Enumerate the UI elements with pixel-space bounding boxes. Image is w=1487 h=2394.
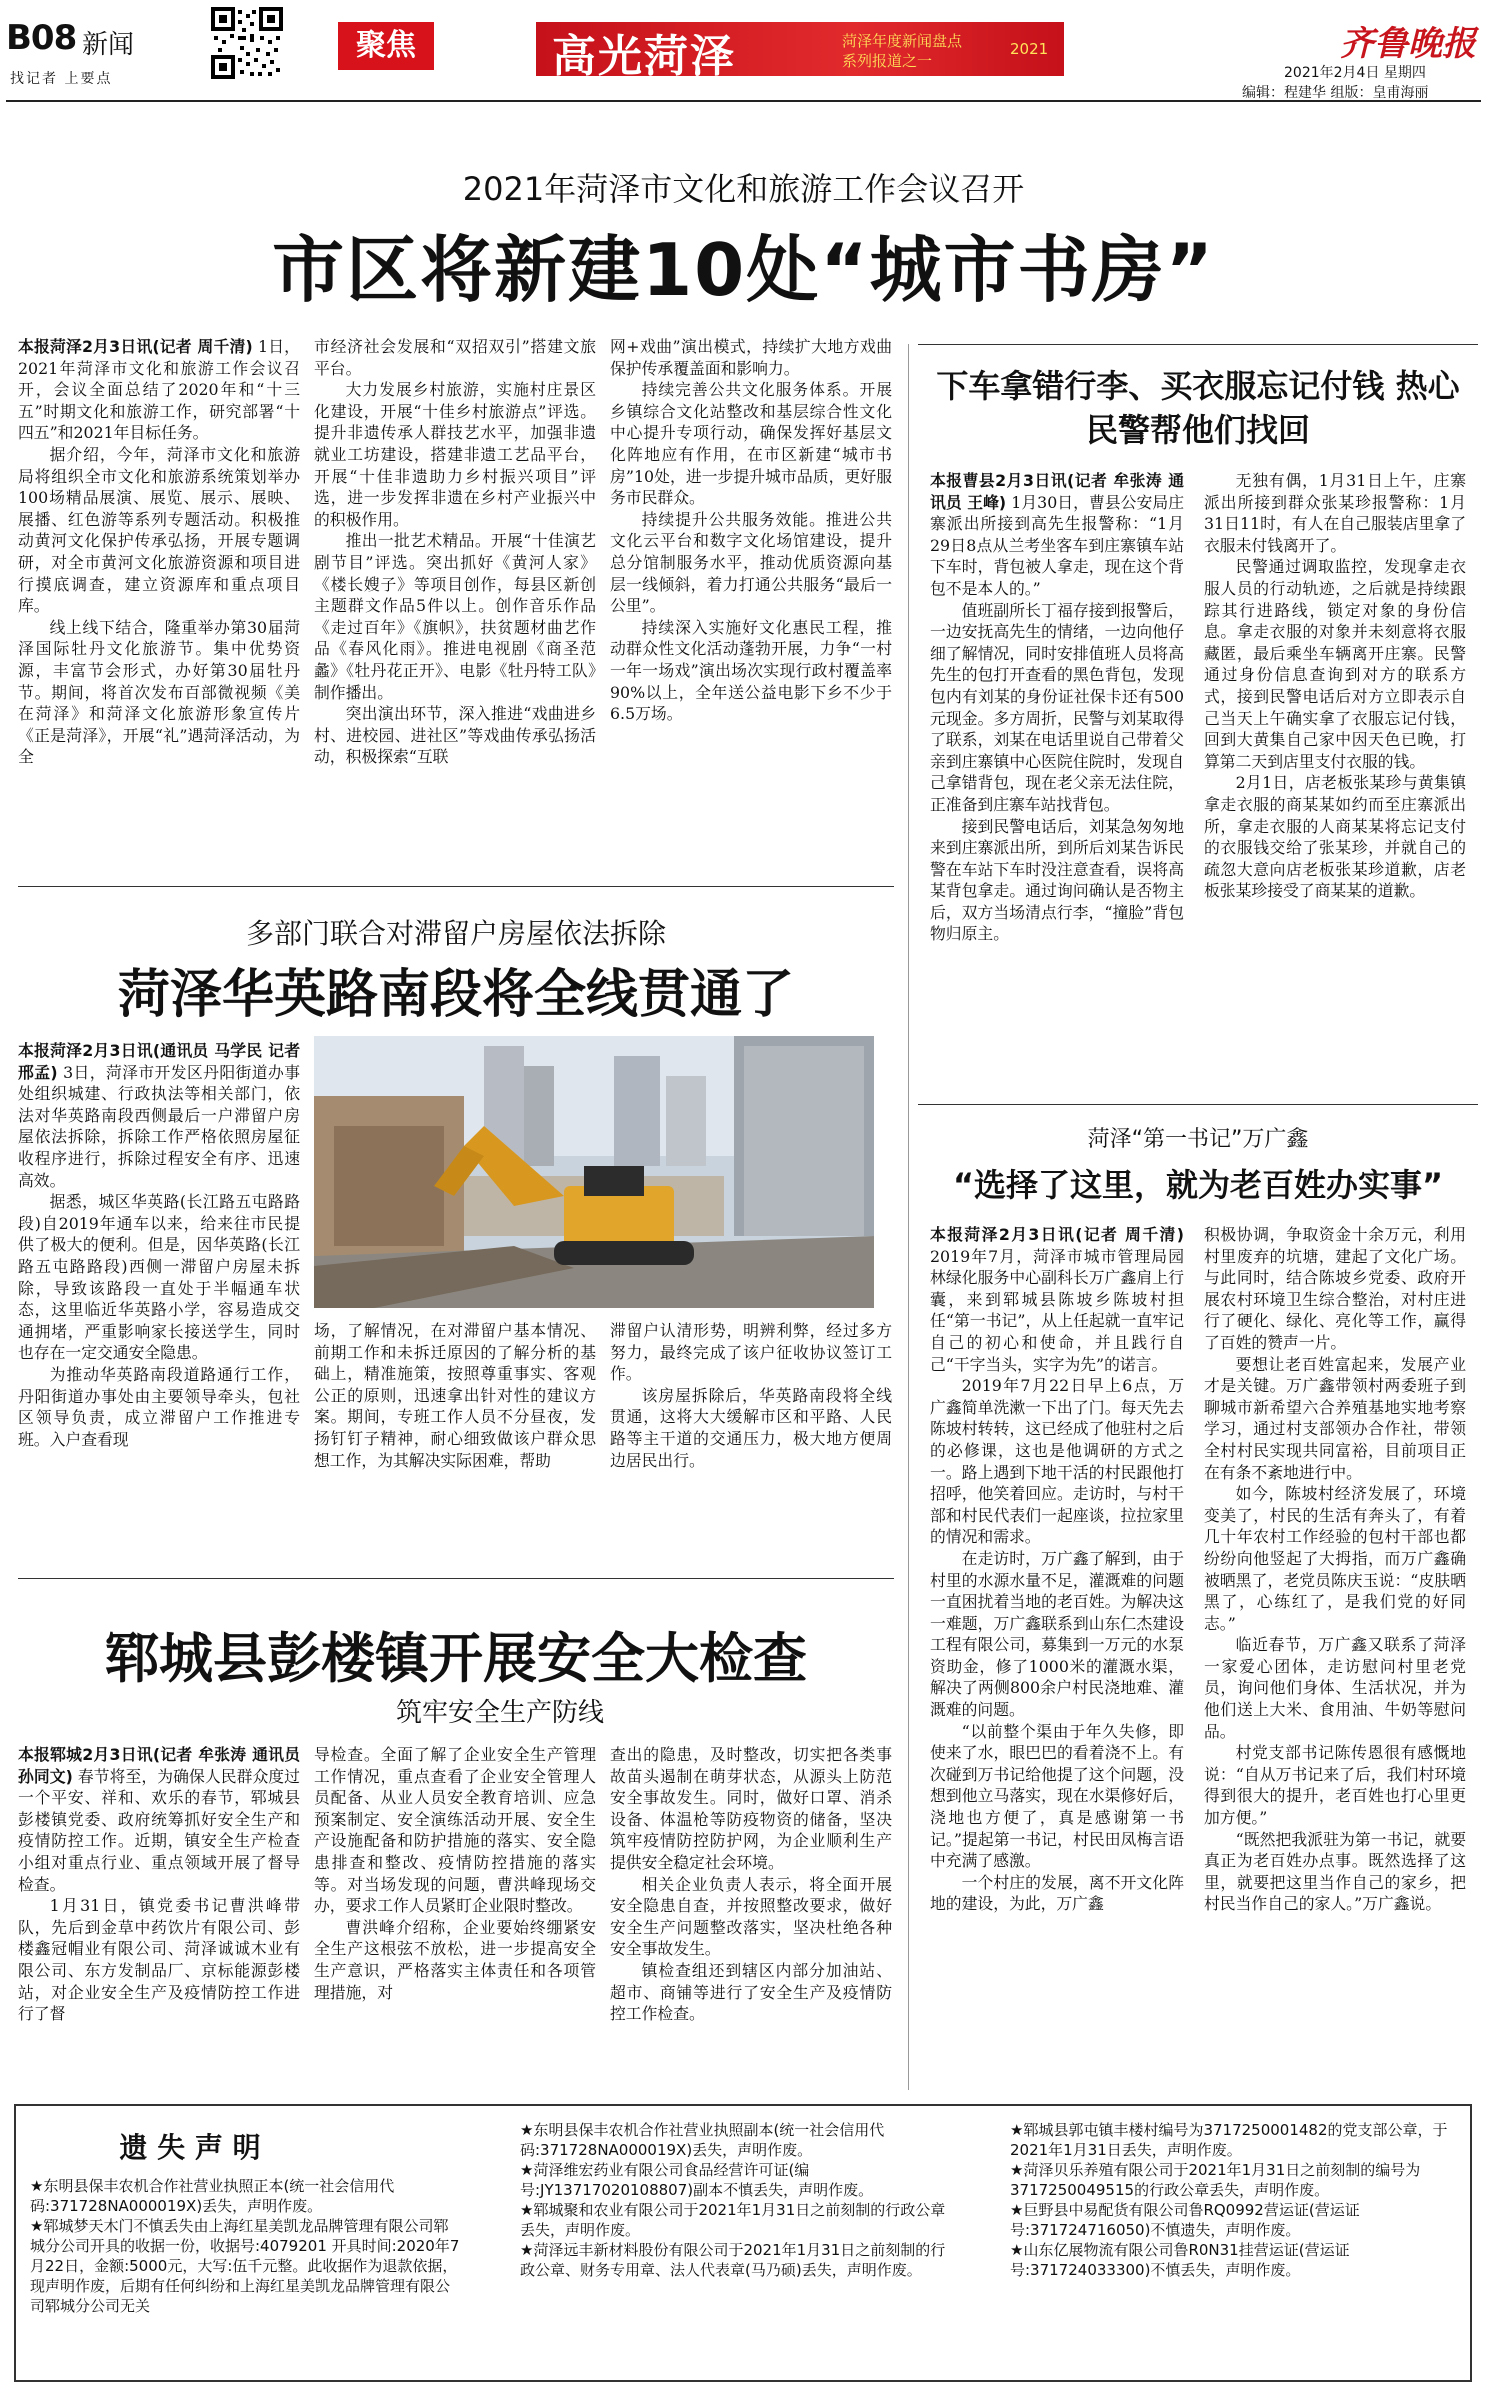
right-column-rule — [908, 344, 909, 2090]
art5-para: 查出的隐患，及时整改，切实把各类事故苗头遏制在萌芽状态，从源头上防范安全事故发生。同时，做好口罩、消杀设备、体温枪等防疫物资的储备，坚决筑牢疫情防控防护网，为企业顺利生产提供安全稳定社会环境。 — [610, 1745, 892, 1872]
art2-para: 民警通过调取监控，发现拿走衣服人员的行动轨迹，之后就是持续跟踪其行进路线，锁定对象的身份信息。拿走衣服的对象并未刻意将衣服藏匿，最后乘坐车辆离开庄寨。民警通过身份信息查询到对方的联系方式，接到民警电话后对方立即表示自己当天上午确实拿了衣服忘记付钱，回到大黄集自己家中因天色已晚，打算第二天到店里支付衣服的钱。 — [1204, 557, 1466, 771]
lost-notice-item: ★山东亿展物流有限公司鲁R0N31挂营运证(营运证号:371724033300)不慎丢失，声明作废。 — [1010, 2241, 1350, 2279]
art3-para: 3日，菏泽市开发区丹阳街道办事处组织城建、行政执法等相关部门，依法对华英路南段西侧最后一户滞留户房屋依法拆除，拆除工作严格依照房屋征收程序进行，拆除过程安全有序、迅速高效。 — [18, 1062, 300, 1190]
art1-col-3 — [610, 336, 892, 864]
art4-kicker: 菏泽“第一书记”万广鑫 — [1087, 1127, 1309, 1152]
art5-headline: 郓城县彭楼镇开展安全大检查 — [105, 1627, 807, 1690]
art3-kicker: 多部门联合对滞留户房屋依法拆除 — [245, 917, 666, 950]
lost-notice-col-1 — [30, 2176, 460, 2376]
banner-sub-1: 菏泽年度新闻盘点 — [842, 32, 963, 50]
art1-para: 持续完善公共文化服务体系。开展乡镇综合文化站整改和基层综合性文化中心提升专项行动，确保发挥好基层文化阵地应有作用，在市区新建“城市书房”10处，进一步提升城市品质，更好服务市民群众。 — [610, 380, 892, 508]
art2-para: 2月1日，店老板张某珍与黄集镇拿走衣服的商某某如约而至庄寨派出所，拿走衣服的人商某某将忘记支付的衣服钱交给了张某珍，并就自己的疏忽大意向店老板张某珍道歉，店老板张某珍接受了商某某的道歉。 — [1204, 773, 1466, 901]
art3-para: 该房屋拆除后，华英路南段将全线贯通，这将大大缓解市区和平路、人民路等主干道的交通压力，极大地方便周边居民出行。 — [610, 1385, 892, 1470]
lost-notice-item: ★郓城县郭屯镇丰楼村编号为3717250001482的党支部公章，于2021年1月31日丢失，声明作废。 — [1010, 2121, 1448, 2159]
section-name: 新闻 — [82, 30, 135, 60]
demolition-photo — [314, 1036, 874, 1308]
lost-notice-item: ★郓城聚和农业有限公司于2021年1月31日之前刻制的行政公章丢失，声明作废。 — [520, 2201, 946, 2239]
lost-notice-col-3 — [1010, 2120, 1460, 2376]
lost-notice-item: ★巨野县中易配货有限公司鲁RQ0992营运证(营运证号:371724716050)不慎遗失，声明作废。 — [1010, 2201, 1360, 2239]
lost-notice-item: ★郓城梦天木门不慎丢失由上海红星美凯龙品牌管理有限公司郓城分公司开具的收据一份，收据号:4079201 开具时间:2020年7月22日，金额:5000元，大写:伍千元整。此收据作为退款依据，现声明作废，后期有任何纠纷和上海红星美凯龙品牌管理有限公司郓城分公司无关 — [30, 2217, 460, 2315]
art3-col-2 — [314, 1320, 596, 1554]
art2-para: 值班副所长丁福存接到报警后，一边安抚高先生的情绪，一边向他仔细了解情况，同时安排值班人员将高先生的包打开查看的黑色背包，发现包内有刘某的身份证社保卡还有500元现金。多方周折，民警与刘某取得了联系，刘某在电话里说自己带着父亲到庄寨镇中心医院住院时，发现自己拿错背包，现在老父亲无法住院，正准备到庄寨车站找背包。 — [930, 600, 1184, 814]
art1-para: 线上线下结合，隆重举办第30届菏泽国际牡丹文化旅游节。集中优势资源，丰富节会形式，办好第30届牡丹节。期间，将首次发布百部微视频《美在菏泽》和菏泽文化旅游形象宣传片《正是菏泽》，开展“礼”遇菏泽活动，为全 — [18, 617, 300, 767]
art4-para: 一个村庄的发展，离不开文化阵地的建设，为此，万广鑫 — [930, 1872, 1184, 1914]
art1-dateline: 本报菏泽2月3日讯(记者 周千清) — [18, 337, 253, 356]
art4-para: 临近春节，万广鑫又联系了菏泽一家爱心团体，走访慰问村里老党员，询问他们身体、生活状况，并为他们送上大米、食用油、牛奶等慰问品。 — [1204, 1635, 1466, 1741]
art2-col-2 — [1204, 470, 1466, 1138]
lost-notice-item: ★菏泽维宏药业有限公司食品经营许可证(编号:JY13717020108807)副本不慎丢失，声明作废。 — [520, 2161, 874, 2199]
art3-headline: 菏泽华英路南段将全线贯通了 — [117, 965, 794, 1025]
art2-dateline: 本报曹县2月3日讯(记者 牟张涛 通讯员 王峰) — [930, 471, 1184, 512]
art2-col-1 — [930, 470, 1184, 1138]
art5-para: 镇检查组还到辖区内部分加油站、超市、商铺等进行了安全生产及疫情防控工作检查。 — [610, 1960, 892, 2024]
art3-col-1 — [18, 1040, 300, 1554]
art3-para: 场，了解情况，在对滞留户基本情况、前期工作和未拆迁原因的了解分析的基础上，精准施策，按照尊重事实、客观公正的原则，迅速拿出针对性的建议方案。期间，专班工作人员不分昼夜，发扬钉钉子精神，耐心细致做该户群众思想工作，为其解决实际困难，帮助 — [314, 1321, 596, 1470]
art5-para: 曹洪峰介绍称，企业要始终绷紧安全生产这根弦不放松，进一步提高安全生产意识，严格落实主体责任和各项管理措施，对 — [314, 1917, 596, 2002]
art5-top-rule — [18, 1578, 894, 1579]
art4-para: 积极协调，争取资金十余万元，利用村里废弃的坑塘，建起了文化广场。与此同时，结合陈坡乡党委、政府开展农村环境卫生综合整治，对村庄进行了硬化、绿化、亮化等工作，赢得了百姓的赞声一片。 — [1204, 1225, 1466, 1352]
art4-para: 在走访时，万广鑫了解到，由于村里的水源水量不足，灌溉难的问题一直困扰着当地的老百姓。为解决这一难题，万广鑫联系到山东仁杰建设工程有限公司，募集到一万元的水泵资助金，修了1000米的灌溉水渠，解决了两侧800余户村民浇地难、灌溉难的问题。 — [930, 1548, 1184, 1720]
art3-dateline: 本报菏泽2月3日讯(通讯员 马学民 记者 邢孟) — [18, 1041, 300, 1082]
art4-col-2 — [1204, 1224, 1466, 2092]
page-number: B08 — [6, 18, 77, 58]
art4-col-1 — [930, 1224, 1184, 2092]
banner-sub-2: 系列报道之一 — [842, 52, 933, 70]
art5-col-3 — [610, 1744, 892, 2086]
art5-subhead: 筑牢安全生产防线 — [395, 1698, 604, 1728]
slogan: 找记者 上要点 — [10, 71, 113, 87]
lost-notice-item: ★菏泽贝乐养殖有限公司于2021年1月31日之前刻制的编号为3717250049515的行政公章丢失，声明作废。 — [1010, 2161, 1421, 2199]
art3-para: 为推动华英路南段道路通行工作，丹阳街道办事处由主要领导牵头，包社区领导负责，成立滞留户工作推进专班。入户查看现 — [18, 1364, 300, 1449]
art4-para: 要想让老百姓富起来，发展产业才是关键。万广鑫带领村两委班子到聊城市新希望六合养殖基地实地考察学习，通过村支部领办合作社，带领全村村民实现共同富裕，目前项目正在有条不紊地进行中。 — [1204, 1354, 1466, 1482]
art4-para: 2019年7月22日早上6点，万广鑫简单洗漱一下出了门。每天先去陈坡村转转，这已经成了他驻村之后的必修课，这也是他调研的方式之一。路上遇到下地干活的村民跟他打招呼，他笑着回应。走访时，与村干部和村民代表们一起座谈，拉拉家里的情况和需求。 — [930, 1376, 1184, 1547]
art5-col-2 — [314, 1744, 596, 2086]
art1-para: 持续提升公共服务效能。推进公共文化云平台和数字文化场馆建设，提升总分馆制服务水平，推动优质资源向基层一线倾斜，着力打通公共服务“最后一公里”。 — [610, 509, 892, 616]
art1-para: 大力发展乡村旅游，实施村庄景区化建设，开展“十佳乡村旅游点”评选。提升非遗传承人群技艺水平，加强非遗就业工坊建设，搭建非遗工艺品平台，开展“十佳非遗助力乡村振兴项目”评选，进一步发挥非遗在乡村产业振兴中的积极作用。 — [314, 380, 596, 529]
art3-col-3 — [610, 1320, 892, 1554]
art5-para: 导检查。全面了解了企业安全生产管理工作情况，重点查看了企业安全管理人员配备、从业人员安全教育培训、应急预案制定、安全演练活动开展、安全生产设施配备和防护措施的落实、安全隐患排查和整改、疫情防控措施的落实等。对当场发现的问题，曹洪峰现场交办，要求工作人员紧盯企业限时整改。 — [314, 1745, 596, 1916]
art4-para: 2019年7月，菏泽市城市管理局园林绿化服务中心副科长万广鑫肩上行囊，来到郓城县陈坡乡陈坡村担任“第一书记”，从上任起就一直牢记自己的初心和使命，并且践行自己“干字当头，实字为先”的诺言。 — [930, 1246, 1184, 1374]
issue-date: 2021年2月4日 星期四 — [1284, 65, 1426, 81]
art5-para: 春节将至，为确保人民群众度过一个平安、祥和、欢乐的春节，郓城县彭楼镇党委、政府统筹抓好安全生产和疫情防控工作。近期，镇安全生产检查小组对重点行业、重点领域开展了督导检查。 — [18, 1766, 300, 1894]
art2-para: 无独有偶，1月31日上午，庄寨派出所接到群众张某珍报警称：1月31日11时，有人在自己服装店里拿了衣服未付钱离开了。 — [1204, 471, 1466, 555]
header-rule — [6, 100, 1481, 102]
banner-title: 高光菏泽 — [552, 31, 736, 82]
art1-headline: 市区将新建10处“城市书房” — [272, 228, 1215, 312]
art4-dateline: 本报菏泽2月3日讯(记者 周千清) — [930, 1225, 1184, 1244]
art4-para: “既然把我派驻为第一书记，就要真正为老百姓办点事。既然选择了这里，就要把这里当作自己的家乡，把村民当作自己的家人。”万广鑫说。 — [1204, 1829, 1466, 1914]
art1-para: 据介绍，今年，菏泽市文化和旅游局将组织全市文化和旅游系统策划举办100场精品展演、展览、展示、展映、展播、红色游等系列专题活动。积极推动黄河文化保护传承弘扬，开展专题调研，对全市黄河文化旅游资源和项目进行摸底调查，建立资源库和重点项目库。 — [18, 444, 300, 616]
paper-logo: 齐鲁晚报 — [1340, 24, 1476, 64]
art5-col-1 — [18, 1744, 300, 2086]
art1-kicker: 2021年菏泽市文化和旅游工作会议召开 — [462, 170, 1025, 208]
art2-headline: 下车拿错行李、买衣服忘记付钱 热心民警帮他们找回 — [936, 367, 1460, 449]
lost-notice-item: ★东明县保丰农机合作社营业执照副本(统一社会信用代码:371728NA000019X)丢失，声明作废。 — [520, 2121, 885, 2159]
lost-notice-item: ★菏泽远丰新材料股份有限公司于2021年1月31日之前刻制的行政公章、财务专用章、法人代表章(马乃硕)丢失，声明作废。 — [520, 2241, 946, 2279]
art4-para: 如今，陈坡村经济发展了，环境变美了，村民的生活有奔头了，有着几十年农村工作经验的包村干部也都纷纷向他竖起了大拇指，而万广鑫确被晒黑了，老党员陈庆玉说：“皮肤晒黑了，心练红了，是我们党的好同志。” — [1204, 1484, 1466, 1633]
art1-para: 推出一批艺术精品。开展“十佳演艺剧节目”评选。突出抓好《黄河人家》《楼长嫂子》等项目创作，每县区新创主题群文作品5件以上。创作音乐作品《走过百年》《旗帜》，扶贫题材曲艺作品《春风化雨》。推进电视剧《商圣范蠡》《牡丹花正开》、电影《牡丹特工队》制作播出。 — [314, 531, 596, 702]
art4-para: 村党支部书记陈传恩很有感慨地说：“自从万书记来了后，我们村环境得到很大的提升，老百姓也打心里更加方便。” — [1204, 1743, 1466, 1828]
art2-para: 1月30日，曹县公安局庄寨派出所接到高先生报警称：“1月29日8点从兰考坐客车到庄寨镇车站下车时，背包被人拿走，现在这个背包不是本人的。” — [930, 492, 1184, 598]
editors-line: 编辑：程建华 组版：皇甫海丽 — [1242, 85, 1429, 101]
art4-top-rule — [918, 1104, 1478, 1105]
art1-para: 持续深入实施好文化惠民工程，推动群众性文化活动蓬勃开展，力争“一村一年一场戏”演出场次实现行政村覆盖率90%以上，全年送公益电影下乡不少于6.5万场。 — [610, 617, 892, 724]
art5-para: 相关企业负责人表示，将全面开展安全隐患自查，并按照整改要求，做好安全生产问题整改落实，坚决杜绝各种安全事故发生。 — [610, 1874, 892, 1959]
banner-year: 2021 — [1010, 40, 1049, 58]
qr-code-icon — [210, 6, 284, 80]
art2-para: 接到民警电话后，刘某急匆匆地来到庄寨派出所，到所后刘某告诉民警在车站下车时没注意查看，误将高某背包拿走。通过询问确认是否物主后，双方当场清点行李，“撞脸”背包物归原主。 — [930, 816, 1184, 944]
art2-top-rule — [918, 344, 1478, 345]
art1-para: 市经济社会发展和“双招双引”搭建文旅平台。 — [314, 337, 596, 378]
art5-para: 1月31日，镇党委书记曹洪峰带队，先后到金草中药饮片有限公司、彭楼鑫冠帽业有限公司、菏泽诚诚木业有限公司、东方发制品厂、京标能源彭楼站，对企业安全生产及疫情防控工作进行了督 — [18, 1896, 300, 2024]
art4-para: “以前整个渠由于年久失修，即使来了水，眼巴巴的看着浇不上。有次碰到万书记给他提了这个问题，没想到他立马落实，现在水渠修好后，浇地也方便了，真是感谢第一书记。”提起第一书记，村民田凤梅言语中充满了感激。 — [930, 1721, 1184, 1871]
lost-notice-item: ★东明县保丰农机合作社营业执照正本(统一社会信用代码:371728NA000019X)丢失，声明作废。 — [30, 2177, 395, 2215]
art4-headline: “选择了这里，就为老百姓办实事” — [952, 1166, 1444, 1204]
art1-para: 1日，2021年菏泽市文化和旅游工作会议召开，会议全面总结了2020年和“十三五”时期文化和旅游工作，研究部署“十四五”和2021年目标任务。 — [18, 337, 300, 443]
art1-para: 突出演出环节，深入推进“戏曲进乡村、进校园、进社区”等戏曲传承弘扬活动，积极探索“互联 — [314, 704, 596, 767]
art5-dateline: 本报郓城2月3日讯(记者 牟张涛 通讯员 孙同文) — [18, 1745, 300, 1786]
art3-para: 滞留户认清形势，明辨利弊，经过多方努力，最终完成了该户征收协议签订工作。 — [610, 1321, 892, 1384]
art1-col-1 — [18, 336, 300, 864]
lost-notice-title: 遗 失 声 明 — [119, 2131, 261, 2164]
art1-para: 网+戏曲”演出模式，持续扩大地方戏曲保护传承覆盖面和影响力。 — [610, 337, 892, 378]
art3-top-rule — [18, 886, 894, 887]
focus-tag: 聚焦 — [338, 22, 434, 70]
art3-para: 据悉，城区华英路(长江路五屯路路段)自2019年通车以来，给来往市民提供了极大的便利。但是，因华英路(长江路五屯路路段)西侧一滞留户房屋未拆除，导致该路段一直处于半幅通车状态，这里临近华英路小学，容易造成交通拥堵，严重影响家长接送学生，同时也存在一定交通安全隐患。 — [18, 1192, 300, 1363]
art1-col-2 — [314, 336, 596, 864]
lost-notice-col-2 — [520, 2120, 960, 2376]
